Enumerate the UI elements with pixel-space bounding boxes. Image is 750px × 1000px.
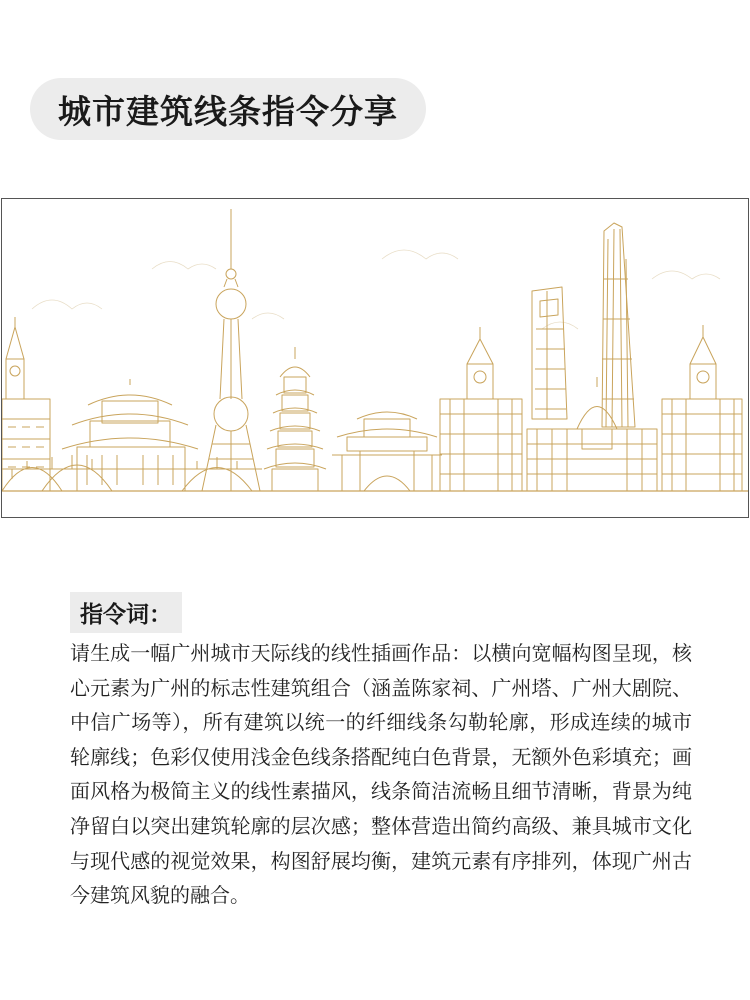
background-clouds <box>32 250 720 329</box>
arch-bridge <box>2 455 262 491</box>
prompt-body-text: 请生成一幅广州城市天际线的线性插画作品：以横向宽幅构图呈现，核心元素为广州的标志性建筑组合（涵盖陈家祠、广州塔、广州大剧院、中信广场等），所有建筑以统一的纤细线条勾勒轮廓，形成连续的城市轮廓线；色彩仅使用浅金色线条搭配纯白色背景，无额外色彩填充；画面风格为极简主义的线性素描风，线条简洁流畅且细节清晰，背景为纯净留白以突出建筑轮廓的层次感；整体营造出简约高级、兼具城市文化与现代感的视觉效果，构图舒展均衡，建筑元素有序排列，体现广州古今建筑风貌的融合。 <box>70 641 692 908</box>
title-pill <box>30 78 426 140</box>
pagoda <box>264 347 326 491</box>
traditional-hall <box>62 379 198 491</box>
center-clock-tower-building <box>440 327 522 491</box>
twisted-tower <box>602 223 635 427</box>
left-clock-tower-building <box>2 317 50 491</box>
prompt-label: 指令词： <box>80 602 172 628</box>
bottle-opener-tower <box>532 287 567 419</box>
tv-tower <box>202 209 260 491</box>
skyline-illustration <box>2 199 748 517</box>
skyline-illustration-frame <box>1 198 749 518</box>
page-title: 城市建筑线条指令分享 <box>58 91 398 131</box>
prompt-label-box <box>70 592 182 633</box>
memorial-gate <box>332 412 442 491</box>
right-clock-tower-building <box>662 325 742 491</box>
